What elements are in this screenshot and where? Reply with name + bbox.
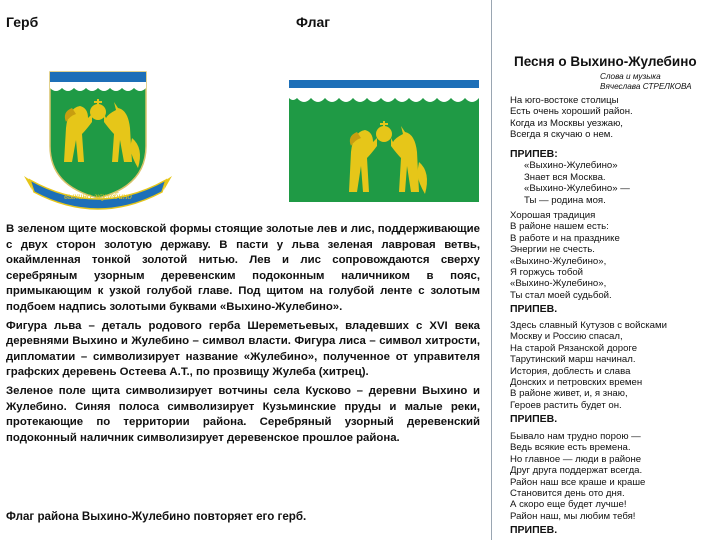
verse-line: Друг друга поддержат всегда. (510, 465, 643, 477)
chorus-label: ПРИПЕВ: (510, 148, 558, 160)
flag-image (289, 80, 479, 202)
refrain-label: ПРИПЕВ. (510, 413, 558, 426)
song-title: Песня о Выхино-Жулебино (514, 54, 697, 69)
coat-of-arms-image (22, 68, 174, 218)
verse-line: В районе живет, и, я знаю, (510, 388, 628, 400)
song-chorus (510, 149, 715, 206)
verse-line: Здесь славный Кутузов с войсками (510, 320, 667, 331)
credit-line-2: Вячеслава СТРЕЛКОВА (600, 82, 692, 91)
verse-line: Всегда я скучаю о нем. (510, 129, 614, 141)
verse-line: Героев растить будет он. (510, 399, 622, 411)
flag-heading: Флаг (296, 14, 331, 30)
verse-line: А скоро еще будет лучше! (510, 499, 627, 511)
verse-line: Москву и Россию спасал, (510, 331, 623, 343)
refrain-label: ПРИПЕВ. (510, 524, 558, 537)
verse-line: Когда из Москвы уезжаю, (510, 117, 623, 129)
verse-line: На старой Рязанской дороге (510, 342, 638, 354)
verse-line: На юго-востоке столицы (510, 95, 619, 106)
flag-note: Флаг района Выхино-Жулебино повторяет его герб. (6, 510, 307, 523)
chorus-line: «Выхино-Жулебино» (524, 160, 618, 172)
verse-line: Донских и петровских времен (510, 377, 643, 389)
verse-line: В работе и на празднике (510, 232, 620, 244)
description-paragraph-1: В зеленом щите московской формы стоящие золотые лев и лис, поддерживающие с двух сторон золотую державу. В пасти у льва зеленая лавровая ветвь, окаймленная тонкой золотой нитью. Лев и лис сопровождаются сверху серебряным узорным деревенским подоконным наличником в пояс, примыкающим к узкой голубой главе. Под щитом на голубой ленте с золотым подбоем надпись золотыми буквами «Выхино-Жулебино». (6, 223, 480, 313)
verse-line: Бывало нам трудно порою — (510, 431, 641, 442)
verse-line: Район наш, мы любим тебя! (510, 510, 636, 522)
verse-line: В районе нашем есть: (510, 221, 609, 233)
verse-line: Я горжусь тобой (510, 267, 584, 279)
song-verse-4 (510, 431, 715, 537)
song-verse-1 (510, 95, 715, 141)
verse-line: Ведь всякие есть времена. (510, 442, 631, 454)
verse-line: Но главное — люди в районе (510, 453, 642, 465)
verse-line: Район наш все краше и краше (510, 476, 646, 488)
verse-line: Есть очень хороший район. (510, 106, 633, 118)
song-verse-3 (510, 320, 715, 426)
song-verse-2 (510, 210, 715, 316)
verse-line: Ты стал моей судьбой. (510, 289, 612, 301)
verse-line: «Выхино-Жулебино», (510, 255, 607, 267)
verse-line: «Выхино-Жулебино», (510, 278, 607, 290)
refrain-label: ПРИПЕВ. (510, 303, 558, 316)
verse-line: Тарутинский марш начинал. (510, 354, 636, 366)
column-divider (491, 0, 492, 540)
coat-of-arms-description (6, 222, 480, 449)
verse-line: Энергии не счесть. (510, 244, 595, 256)
credit-line-1: Слова и музыка (600, 72, 661, 81)
verse-line: История, доблесть и слава (510, 365, 631, 377)
chorus-line: Знает вся Москва. (524, 171, 606, 183)
verse-line: Становится день ото дня. (510, 488, 625, 500)
verse-line: Хорошая традиция (510, 210, 596, 221)
song-credit (600, 72, 692, 92)
description-paragraph-3: Зеленое поле щита символизирует вотчины села Кусково – деревни Выхино и Жулебино. Синяя полоса символизирует Кузьминские пруды и малые реки, протекающие по территории района. Серебряный узорный деревенский подоконный наличник символизирует деревенское прошлое района. (6, 384, 480, 444)
coat-of-arms-heading: Герб (6, 14, 39, 30)
description-paragraph-2: Фигура льва – деталь родового герба Шереметьевых, владевших с XVI века деревнями Выхино и Жулебино – символ власти. Фигура лиса – символ хитрости, дипломатии – символизирует название «Жулебино», полученное от управителя графских деревень Остеева А.Т., по прозвищу Жулеба (хитрец). (6, 319, 480, 379)
chorus-line: Ты — родина моя. (524, 194, 606, 206)
chorus-line: «Выхино-Жулебино» — (524, 183, 630, 195)
ribbon-text: выхино жулебино (64, 191, 132, 201)
